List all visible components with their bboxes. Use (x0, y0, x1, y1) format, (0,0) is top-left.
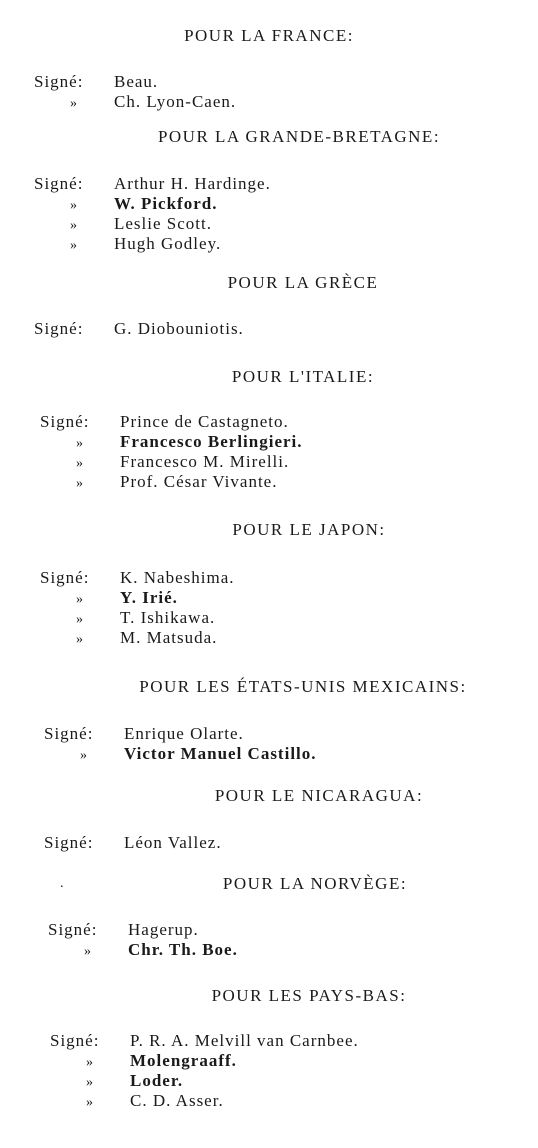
ditto-mark: » (80, 748, 88, 763)
ditto-mark: » (70, 238, 78, 253)
signatory-name: M. Matsuda. (120, 628, 218, 647)
stray-mark: . (60, 876, 64, 891)
signed-label: Signé: (44, 833, 94, 852)
signatory-line (40, 432, 303, 452)
signatory-name: Arthur H. Hardinge. (114, 174, 271, 193)
section-heading-mexico: POUR LES ÉTATS-UNIS MEXICAINS: (139, 677, 467, 696)
ditto-mark: » (76, 436, 84, 451)
signatory-line (48, 920, 199, 940)
signatory-line (34, 72, 158, 92)
section-heading-great-britain: POUR LA GRANDE-BRETAGNE: (157, 127, 441, 146)
signatory-name: Ch. Lyon-Caen. (114, 92, 237, 111)
signatory-name: Léon Vallez. (124, 833, 222, 852)
signatory-line (34, 319, 244, 339)
section-heading-norway: POUR LA NORVÈGE: (222, 874, 408, 893)
signatory-line (40, 628, 217, 648)
signed-label: Signé: (40, 568, 90, 587)
ditto-mark: » (76, 612, 84, 627)
signatory-name: Francesco Berlingieri. (120, 432, 303, 451)
signatory-line (50, 1091, 224, 1111)
ditto-mark: » (84, 944, 92, 959)
ditto-mark: » (76, 476, 84, 491)
signatory-line (34, 194, 217, 214)
signatory-name: W. Pickford. (114, 194, 218, 213)
signatory-line (34, 214, 212, 234)
ditto-mark: » (76, 456, 84, 471)
signatory-line (50, 1051, 237, 1071)
signed-label: Signé: (34, 319, 84, 338)
signatory-name: Leslie Scott. (114, 214, 212, 233)
signatory-line (50, 1031, 359, 1051)
ditto-mark: » (76, 592, 84, 607)
signatory-name: G. Diobouniotis. (114, 319, 244, 338)
signed-label: Signé: (34, 72, 84, 91)
signatory-name: Prof. César Vivante. (120, 472, 278, 491)
signatory-name: Prince de Castagneto. (120, 412, 289, 431)
signatory-line (40, 472, 277, 492)
signatory-line (44, 724, 244, 744)
ditto-mark: » (76, 632, 84, 647)
signatory-line (50, 1071, 183, 1091)
signatory-line (40, 568, 235, 588)
signatory-line (40, 452, 289, 472)
signatory-line (40, 588, 178, 608)
ditto-mark: » (70, 96, 78, 111)
signatory-name: C. D. Asser. (130, 1091, 224, 1110)
signatory-name: Victor Manuel Castillo. (124, 744, 317, 763)
signatory-name: Francesco M. Mirelli. (120, 452, 290, 471)
signatory-line (40, 412, 289, 432)
signatory-line (48, 940, 238, 960)
section-heading-japan: POUR LE JAPON: (232, 520, 386, 539)
signatory-name: Chr. Th. Boe. (128, 940, 238, 959)
ditto-mark: » (70, 218, 78, 233)
signatory-name: Y. Irié. (120, 588, 178, 607)
ditto-mark: » (86, 1055, 94, 1070)
section-heading-nicaragua: POUR LE NICARAGUA: (214, 786, 424, 805)
signatory-line (34, 92, 236, 112)
signatory-line (40, 608, 215, 628)
signed-label: Signé: (48, 920, 98, 939)
signatory-line (34, 174, 271, 194)
signatory-name: T. Ishikawa. (120, 608, 216, 627)
section-heading-france: POUR LA FRANCE: (184, 26, 354, 45)
signatory-name: P. R. A. Melvill van Carnbee. (130, 1031, 359, 1050)
section-heading-netherlands: POUR LES PAYS-BAS: (211, 986, 407, 1005)
signed-label: Signé: (40, 412, 90, 431)
signatory-name: Hugh Godley. (114, 234, 222, 253)
signatory-line (44, 833, 222, 853)
signatory-line (34, 234, 221, 254)
signatory-name: Hagerup. (128, 920, 199, 939)
signed-label: Signé: (34, 174, 84, 193)
signatory-line (44, 744, 317, 764)
ditto-mark: » (86, 1075, 94, 1090)
ditto-mark: » (70, 198, 78, 213)
signatory-name: Beau. (114, 72, 159, 91)
signed-label: Signé: (50, 1031, 100, 1050)
signatory-name: Molengraaff. (130, 1051, 237, 1070)
section-heading-italy: POUR L'ITALIE: (231, 367, 375, 386)
signed-label: Signé: (44, 724, 94, 743)
signatory-name: K. Nabeshima. (120, 568, 235, 587)
ditto-mark: » (86, 1095, 94, 1110)
section-heading-greece: POUR LA GRÈCE (227, 273, 379, 292)
signatory-name: Enrique Olarte. (124, 724, 244, 743)
signatory-name: Loder. (130, 1071, 184, 1090)
